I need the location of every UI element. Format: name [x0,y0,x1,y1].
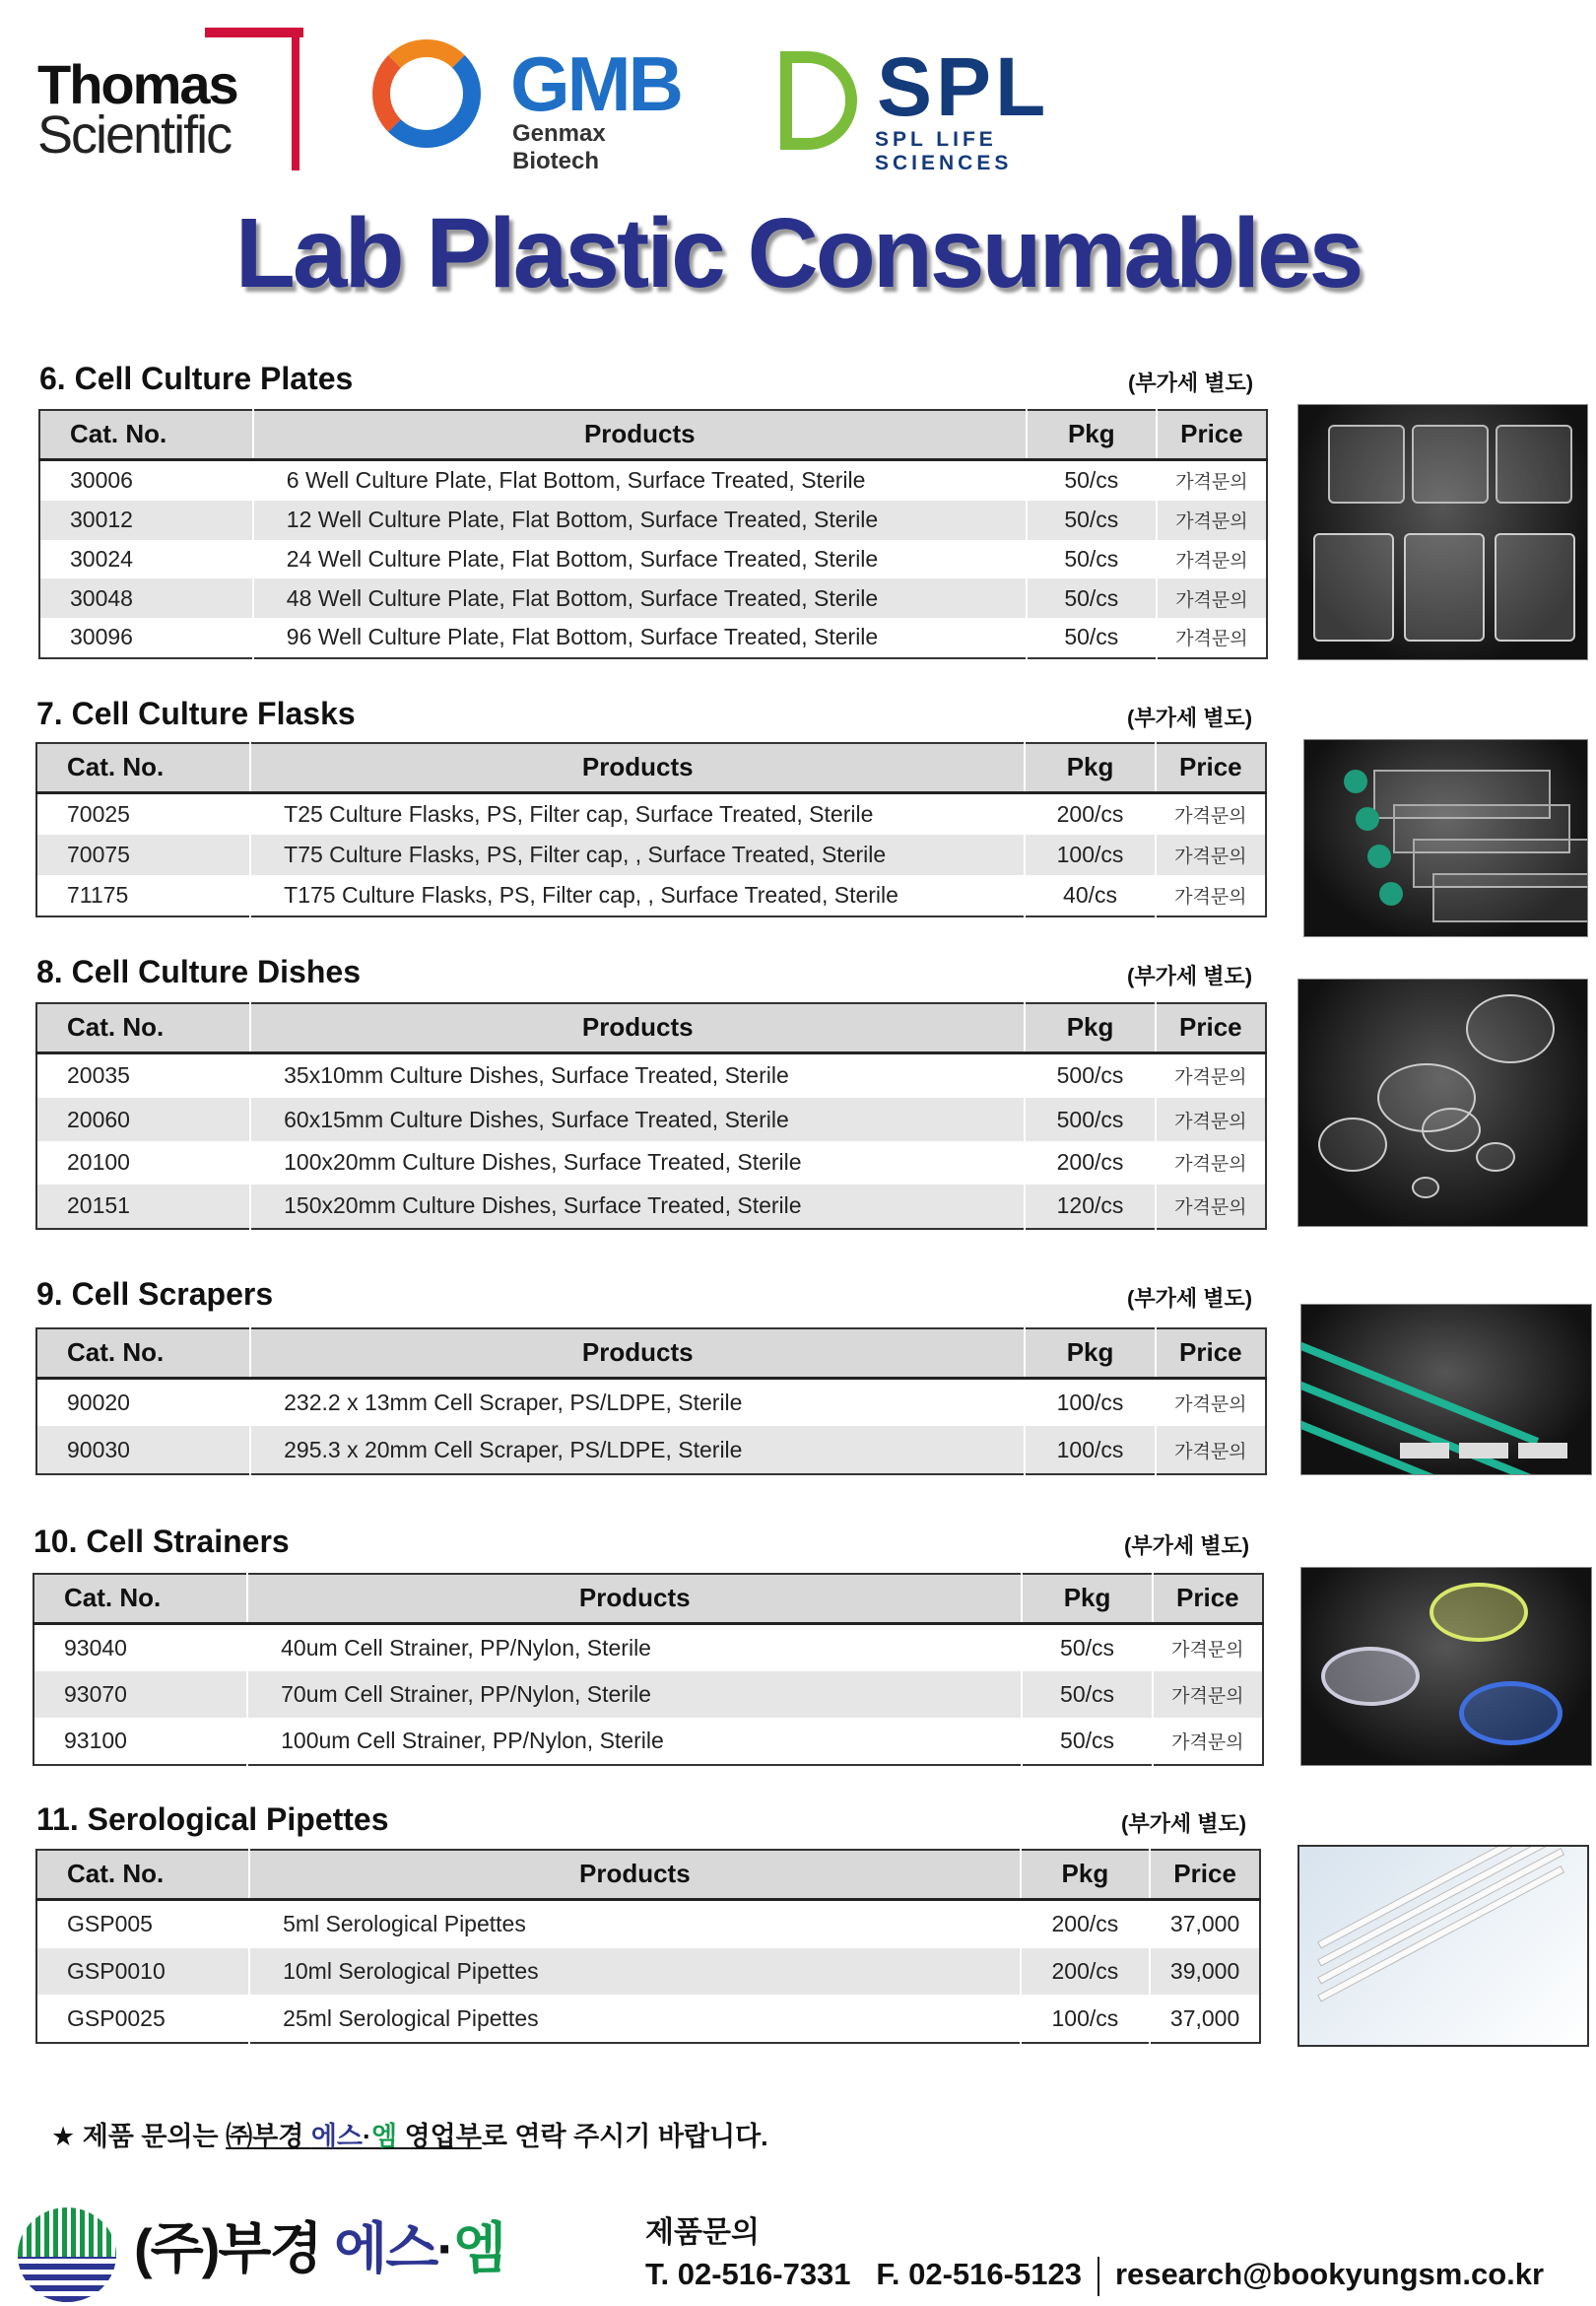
company-name-b: 에스 [310,2122,363,2151]
column-header-pkg: Pkg [1022,1574,1152,1623]
cat-no: 90020 [67,1389,130,1415]
table-row [36,1141,1266,1185]
column-header-cat: Cat. No. [33,1574,247,1623]
product-name: 60x15mm Culture Dishes, Surface Treated, Sterile [250,1098,1025,1141]
photo-detail [1313,533,1394,642]
cat-no: 20035 [67,1062,130,1089]
cat-no: 30012 [39,501,253,540]
scrapers-product-photo [1300,1304,1592,1475]
column-header-products: Products [249,1850,1020,1899]
photo-detail [1476,1142,1515,1172]
column-header-pkg: Pkg [1021,1850,1151,1899]
column-header-pkg: Pkg [1025,1003,1155,1052]
price: 가격문의 [1156,875,1266,916]
product-name: 35x10mm Culture Dishes, Surface Treated, Sterile [250,1052,1025,1098]
photo-detail [1495,533,1575,642]
photo-detail [1412,1177,1439,1198]
pkg: 40/cs [1025,875,1155,916]
product-table [35,742,1267,917]
photo-detail [1367,845,1391,868]
pkg: 50/cs [1027,501,1157,540]
product-name: 70um Cell Strainer, PP/Nylon, Sterile [247,1671,1022,1718]
photo-detail [1496,425,1572,504]
column-header-cat: Cat. No. [39,410,253,459]
column-header-price: Price [1153,1574,1263,1623]
table-row [36,1098,1266,1141]
price: 가격문의 [1156,1098,1266,1141]
cat-no: 20151 [36,1185,250,1229]
name-a: (주)부경 [134,2217,335,2279]
photo-detail [1518,1443,1567,1458]
cat-no: GSP005 [67,1911,153,1937]
table-row [36,1899,1260,1948]
photo-detail [1356,807,1379,831]
photo-detail [1328,425,1405,504]
cat-no: 20060 [36,1098,250,1141]
column-header-pkg: Pkg [1025,743,1155,792]
table-header-row [36,1850,1260,1899]
gmb-logo [372,39,698,174]
table-row [36,875,1266,916]
cat-no: GSP0010 [36,1948,249,1995]
company-dept: 영업부 [397,2122,482,2151]
vat-note: (부가세 별도) [1127,706,1253,730]
product-table [33,1573,1264,1766]
cat-no: 93040 [64,1634,127,1661]
fax-number: F. 02-516-5123 [876,2257,1082,2292]
notice-text: 제품 문의는 [75,2122,227,2151]
pkg: 200/cs [1025,1141,1155,1185]
product-name: 12 Well Culture Plate, Flat Bottom, Surface Treated, Sterile [253,501,1027,540]
product-name: T25 Culture Flasks, PS, Filter cap, Surface Treated, Sterile [250,792,1025,835]
photo-detail [1466,994,1555,1063]
column-header-price: Price [1150,1850,1260,1899]
product-name: 100um Cell Strainer, PP/Nylon, Sterile [247,1718,1022,1765]
phone-number: T. 02-516-7331 [645,2257,851,2292]
strainers-product-photo [1300,1567,1592,1766]
column-header-products: Products [250,1003,1025,1052]
column-header-cat: Cat. No. [36,1850,249,1899]
pkg: 100/cs [1021,1995,1151,2043]
table-row [39,501,1267,540]
gmb-logo-text: GMB [510,40,681,127]
pkg: 200/cs [1025,792,1155,835]
price: 가격문의 [1153,1671,1263,1718]
pkg: 200/cs [1021,1948,1151,1995]
company-link [226,2122,482,2151]
vat-note: (부가세 별도) [1127,1286,1253,1311]
pkg: 50/cs [1027,578,1157,618]
column-header-cat: Cat. No. [36,1328,250,1378]
section-title: 6. Cell Culture Plates [39,361,354,396]
thomas-scientific-logo: Thomas Scientific [37,28,303,175]
table-row [39,618,1267,658]
cat-no: 70075 [36,835,250,875]
price: 가격문의 [1156,792,1266,835]
cat-no: 93070 [33,1671,247,1718]
price: 가격문의 [1156,835,1266,875]
cat-no: GSP0025 [67,2004,166,2031]
table-row [33,1718,1263,1765]
spl-logo [780,40,1105,174]
price: 가격문의 [1157,578,1267,618]
product-table [38,409,1268,659]
product-table [35,1849,1261,2044]
table-row [36,1052,1266,1098]
photo-detail [1404,533,1485,642]
product-name: 5ml Serological Pipettes [249,1899,1020,1948]
table-header-row [36,1003,1266,1052]
price: 가격문의 [1153,1623,1263,1671]
photo-detail [1379,882,1403,906]
page-title: Lab Plastic Consumables [234,198,1362,308]
section-title: 8. Cell Culture Dishes [36,954,361,989]
photo-detail [1344,770,1367,793]
name-b: 에스 [334,2217,437,2279]
photo-detail [1459,1443,1508,1458]
pkg: 100/cs [1025,1378,1155,1426]
flasks-product-photo [1303,739,1588,937]
price: 가격문의 [1157,501,1267,540]
table-row [36,1426,1266,1474]
photo-detail [1432,873,1588,922]
plates-product-photo [1297,404,1588,660]
pkg: 100/cs [1025,1426,1155,1474]
divider [1097,2257,1099,2296]
table-header-row [33,1574,1263,1623]
price: 가격문의 [1157,459,1267,501]
spl-logo-text: SPL [877,40,1050,133]
photo-detail [1321,1647,1420,1706]
photo-detail [1400,1443,1449,1458]
pkg: 200/cs [1021,1899,1151,1948]
section-title: 7. Cell Culture Flasks [36,696,356,731]
column-header-products: Products [247,1574,1022,1623]
product-name: 24 Well Culture Plate, Flat Bottom, Surface Treated, Sterile [253,540,1027,579]
cat-no: 30024 [70,545,133,572]
pkg: 50/cs [1027,540,1157,579]
price: 가격문의 [1156,1378,1266,1426]
contact-notice [51,2115,768,2153]
product-name: 10ml Serological Pipettes [249,1948,1020,1995]
email-link[interactable]: research@bookyungsm.co.kr [1114,2257,1545,2292]
photo-detail [1318,1118,1387,1172]
product-name: 48 Well Culture Plate, Flat Bottom, Surface Treated, Sterile [253,578,1027,618]
photo-detail [1422,1108,1481,1152]
product-name: T175 Culture Flasks, PS, Filter cap, , Surface Treated, Sterile [250,875,1025,916]
dishes-product-photo [1297,979,1588,1227]
product-table [35,1327,1267,1475]
company-name-c: 엠 [370,2122,398,2151]
table-row [36,835,1266,875]
contact-label: 제품문의 [645,2216,760,2249]
price: 가격문의 [1156,1185,1266,1229]
column-header-cat: Cat. No. [36,743,250,792]
pkg: 50/cs [1022,1623,1152,1671]
cat-no: 20100 [67,1149,130,1176]
section-title: 11. Serological Pipettes [36,1801,389,1837]
contact-info [645,2257,1544,2296]
column-header-pkg: Pkg [1027,410,1157,459]
column-header-price: Price [1156,1003,1266,1052]
column-header-price: Price [1156,1328,1266,1378]
table-header-row [39,410,1267,459]
name-c: 엠 [453,2217,505,2279]
vat-note: (부가세 별도) [1121,1811,1247,1836]
pipettes-product-photo [1297,1845,1589,2047]
name-dot: · [436,2217,454,2279]
price: 가격문의 [1157,618,1267,658]
vat-note: (부가세 별도) [1127,964,1253,988]
column-header-products: Products [250,743,1025,792]
table-row [33,1623,1263,1671]
table-header-row [36,743,1266,792]
product-name: 150x20mm Culture Dishes, Surface Treated, Sterile [250,1185,1025,1229]
price: 39,000 [1150,1948,1260,1995]
photo-detail [1459,1681,1563,1745]
product-name: 96 Well Culture Plate, Flat Bottom, Surface Treated, Sterile [253,618,1027,658]
column-header-products: Products [250,1328,1025,1378]
table-row [36,792,1266,835]
pkg: 50/cs [1022,1718,1152,1765]
company-dot: · [362,2122,371,2151]
table-row [36,1995,1260,2043]
photo-detail [1430,1583,1528,1642]
vat-note: (부가세 별도) [1128,371,1254,395]
product-table [35,1002,1267,1230]
pkg: 500/cs [1025,1098,1155,1141]
pkg: 50/cs [1022,1671,1152,1718]
pkg: 500/cs [1025,1052,1155,1098]
pkg: 100/cs [1025,835,1155,875]
column-header-pkg: Pkg [1025,1328,1155,1378]
column-header-cat: Cat. No. [36,1003,250,1052]
product-name: T75 Culture Flasks, PS, Filter cap, , Surface Treated, Sterile [250,835,1025,875]
company-name-a: ㈜부경 [226,2122,311,2151]
notice-text-end: 로 연락 주시기 바랍니다. [481,2122,768,2151]
cat-no: 30048 [39,578,253,618]
bookyung-company-name [134,2205,504,2284]
column-header-price: Price [1156,743,1266,792]
cat-no: 30006 [70,467,133,494]
price: 37,000 [1150,1995,1260,2043]
product-name: 40um Cell Strainer, PP/Nylon, Sterile [247,1623,1022,1671]
cat-no: 93100 [64,1727,127,1753]
price: 가격문의 [1156,1052,1266,1098]
gmb-logo-subtitle: Genmax Biotech [512,120,606,174]
price: 가격문의 [1156,1141,1266,1185]
cat-no: 70025 [67,800,130,827]
product-name: 25ml Serological Pipettes [249,1995,1020,2043]
column-header-products: Products [253,410,1027,459]
product-name: 232.2 x 13mm Cell Scraper, PS/LDPE, Sterile [250,1378,1025,1426]
pkg: 120/cs [1025,1185,1155,1229]
table-row [36,1185,1266,1229]
price: 가격문의 [1153,1718,1263,1765]
price: 가격문의 [1156,1426,1266,1474]
table-row [36,1378,1266,1426]
section-title: 10. Cell Strainers [33,1524,290,1559]
table-row [39,540,1267,579]
pkg: 50/cs [1027,459,1157,501]
bookyung-logo-icon [18,2207,116,2302]
pkg: 50/cs [1027,618,1157,658]
section-title: 9. Cell Scrapers [36,1276,274,1312]
cat-no: 30096 [70,624,133,650]
cat-no: 90030 [36,1426,250,1474]
product-name: 295.3 x 20mm Cell Scraper, PS/LDPE, Sterile [250,1426,1025,1474]
photo-detail [1317,1845,1564,1967]
star-icon: ★ [51,2122,76,2151]
price: 가격문의 [1157,540,1267,579]
table-header-row [36,1328,1266,1378]
column-header-price: Price [1157,410,1267,459]
photo-detail [1317,1865,1564,2002]
table-row [39,459,1267,501]
photo-detail [1317,1848,1564,1985]
photo-detail [1412,425,1489,504]
cat-no: 71175 [67,881,129,908]
table-row [36,1948,1260,1995]
vat-note: (부가세 별도) [1124,1533,1250,1558]
price: 37,000 [1150,1899,1260,1948]
table-row [33,1671,1263,1718]
product-name: 100x20mm Culture Dishes, Surface Treated, Sterile [250,1141,1025,1185]
product-name: 6 Well Culture Plate, Flat Bottom, Surface Treated, Sterile [253,459,1027,501]
table-row [39,578,1267,618]
spl-logo-subtitle: SPL LIFE SCIENCES [875,128,1013,174]
